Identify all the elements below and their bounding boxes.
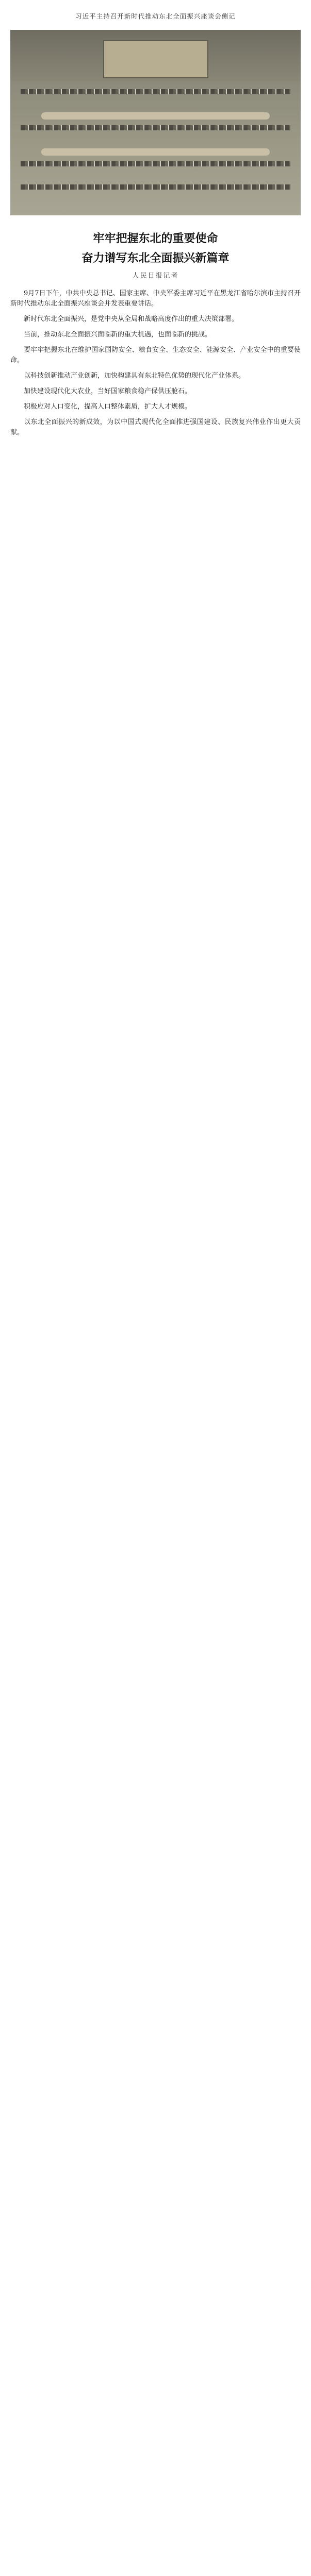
article-body: [10, 289, 301, 443]
paragraph: 新时代东北全面振兴，是党中央从全局和战略高度作出的重大决策部署。: [24, 315, 239, 323]
paragraph: 积极应对人口变化，提高人口整体素质，扩大人才规模。: [24, 403, 192, 411]
paragraph: 当前，推动东北全面振兴面临新的重大机遇，也面临新的挑战。: [24, 331, 212, 338]
headline-line-1: 牢牢把握东北的重要使命: [93, 232, 218, 245]
meeting-photo: [10, 30, 301, 215]
paragraph: 以科技创新推动产业创新，加快构建具有东北特色优势的现代化产业体系。: [24, 372, 245, 380]
byline: 人民日报记者: [132, 272, 179, 280]
paragraph: 以东北全面振兴的新成效，为以中国式现代化全面推进强国建设、民族复兴伟业作出更大贡献。: [10, 418, 301, 436]
paragraph: 9月7日下午，中共中央总书记、国家主席、中央军委主席习近平在黑龙江省哈尔滨市主持召开新时代推动东北全面振兴座谈会并发表重要讲话。: [10, 290, 301, 308]
paragraph: 加快建设现代化大农业，当好国家粮食稳产保供压舱石。: [24, 387, 192, 395]
article-kicker: 习近平主持召开新时代推动东北全面振兴座谈会侧记: [75, 12, 236, 20]
headline-line-2: 奋力谱写东北全面振兴新篇章: [81, 251, 230, 265]
paragraph: 要牢牢把握东北在维护国家国防安全、粮食安全、生态安全、能源安全、产业安全中的重要使命。: [10, 346, 301, 364]
